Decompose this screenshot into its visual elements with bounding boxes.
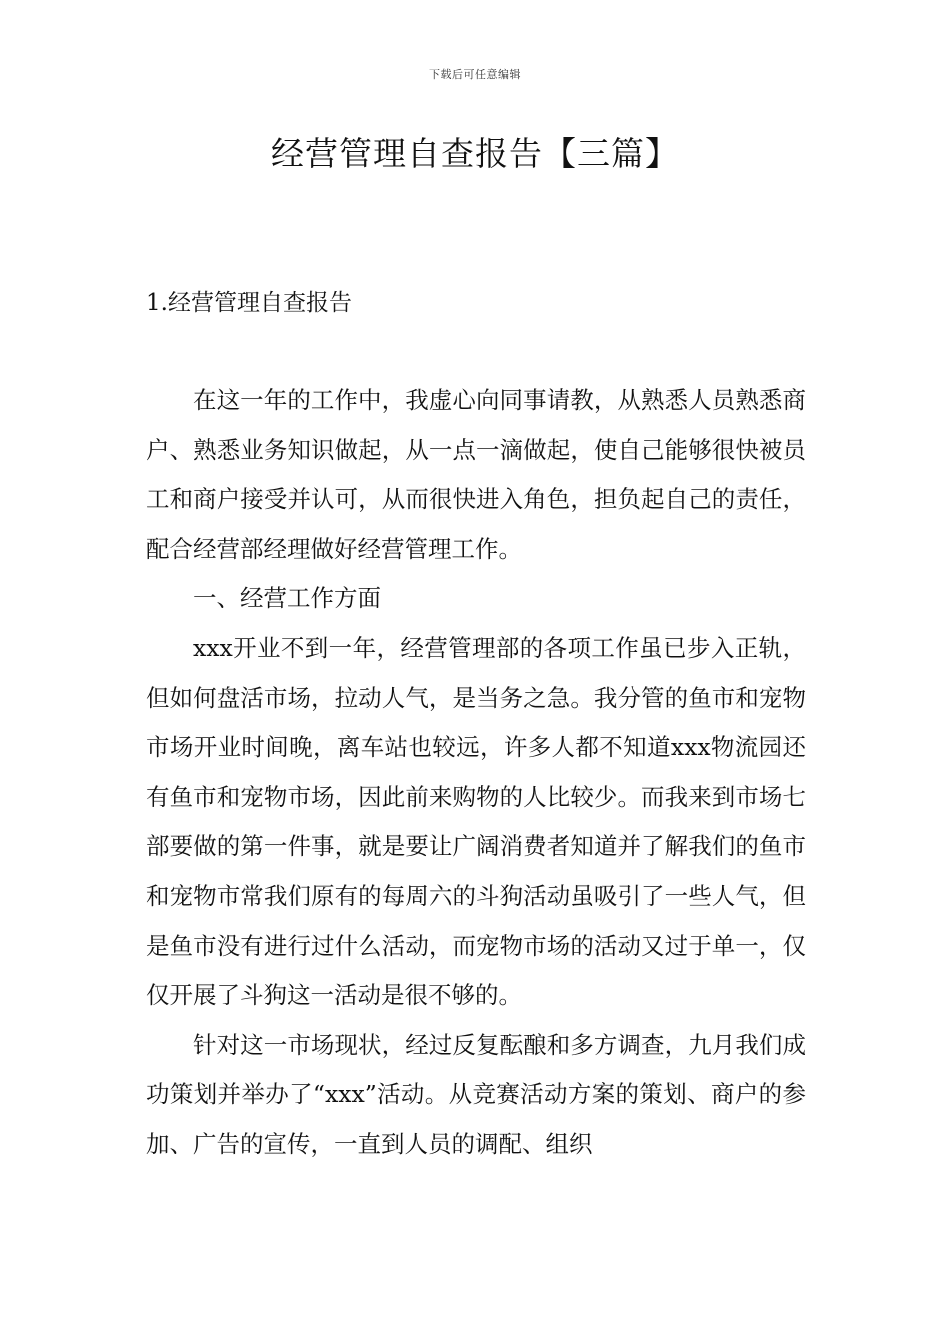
subsection-heading: 一、经营工作方面 xyxy=(193,584,381,613)
paragraph: 针对这一市场现状，经过反复酝酿和多方调查，九月我们成功策划并举办了“xxx”活动。从竞赛活动方案的策划、商户的参加、广告的宣传，一直到人员的调配、组织 xyxy=(146,1030,806,1158)
document-title: 经营管理自查报告【三篇】 xyxy=(271,134,679,173)
header-note: 下载后可任意编辑 xyxy=(429,68,521,81)
document-body xyxy=(146,376,806,1170)
paragraph: xxx开业不到一年，经营管理部的各项工作虽已步入正轨，但如何盘活市场，拉动人气，是当务之急。我分管的鱼市和宠物市场开业时间晚，离车站也较远，许多人都不知道xxx物流园还有鱼市和宠物市场，因此前来购物的人比较少。而我来到市场七部要做的第一件事，就是要让广阔消费者知道并了解我们的鱼市和宠物市常我们原有的每周六的斗狗活动虽吸引了一些人气，但是鱼市没有进行过什么活动，而宠物市场的活动又过于单一，仅仅开展了斗狗这一活动是很不够的。 xyxy=(146,633,806,1010)
paragraph: 在这一年的工作中，我虚心向同事请教，从熟悉人员熟悉商户、熟悉业务知识做起，从一点一滴做起，使自己能够很快被员工和商户接受并认可，从而很快进入角色，担负起自己的责任，配合经营部经理做好经营管理工作。 xyxy=(146,386,806,563)
section-heading: 1.经营管理自查报告 xyxy=(146,290,352,316)
